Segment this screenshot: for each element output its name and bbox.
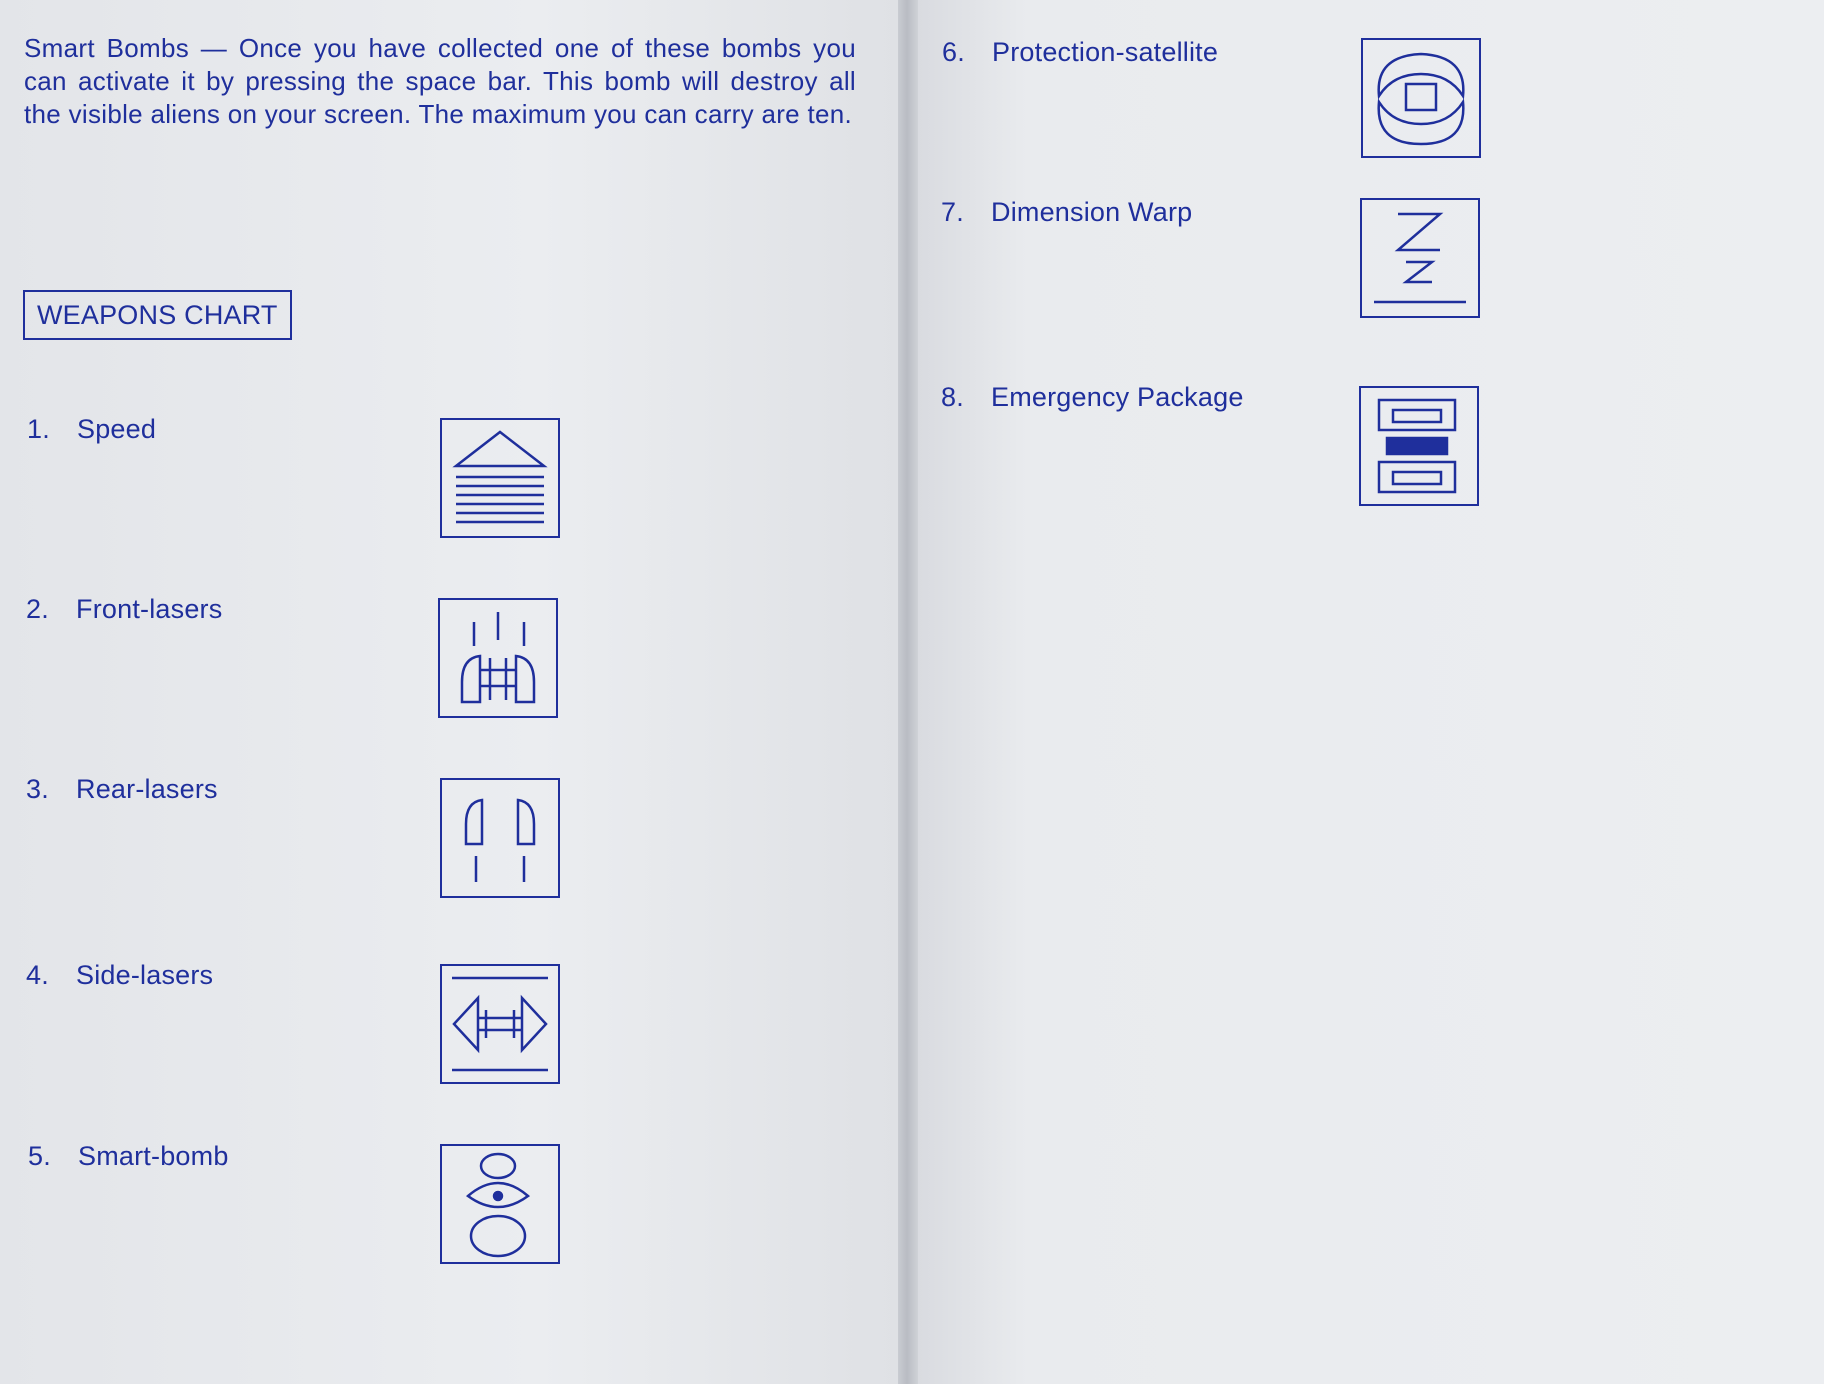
emergency-package-icon	[1359, 386, 1479, 506]
weapon-item-speed	[27, 413, 156, 445]
weapon-number: 3.	[26, 774, 49, 804]
weapon-item-dimension-warp	[941, 196, 1192, 228]
dimension-warp-icon	[1360, 198, 1480, 318]
weapon-item-protection-satellite	[942, 36, 1218, 68]
weapon-item-smart-bomb	[28, 1140, 229, 1172]
protection-satellite-icon	[1361, 38, 1481, 158]
front-lasers-icon	[438, 598, 558, 718]
side-lasers-icon	[440, 964, 560, 1084]
weapon-name: Speed	[77, 414, 157, 444]
weapon-item-front-lasers	[26, 593, 222, 625]
weapon-number: 1.	[27, 414, 50, 444]
weapon-name: Emergency Package	[991, 382, 1244, 412]
weapon-number: 6.	[942, 37, 965, 67]
left-page	[0, 0, 898, 1384]
smart-bomb-icon	[440, 1144, 560, 1264]
right-page	[918, 0, 1824, 1384]
weapon-name: Smart-bomb	[78, 1141, 229, 1171]
weapon-number: 2.	[26, 594, 49, 624]
book-gutter	[898, 0, 918, 1384]
weapon-name: Side-lasers	[76, 960, 214, 990]
weapons-chart-heading: WEAPONS CHART	[23, 290, 292, 340]
weapon-name: Front-lasers	[76, 594, 223, 624]
weapon-number: 7.	[941, 197, 964, 227]
weapon-item-side-lasers	[26, 959, 213, 991]
smart-bombs-paragraph: Smart Bombs — Once you have collected one of these bombs you can activate it by pressing the space bar. This bomb will destroy all the visible aliens on your screen. The maximum you can carry are ten.	[24, 33, 856, 129]
weapon-name: Rear-lasers	[76, 774, 218, 804]
weapon-number: 5.	[28, 1141, 51, 1171]
weapon-name: Dimension Warp	[991, 197, 1193, 227]
weapon-item-emergency-package	[941, 381, 1244, 413]
rear-lasers-icon	[440, 778, 560, 898]
speed-icon	[440, 418, 560, 538]
weapon-name: Protection-satellite	[992, 37, 1219, 67]
weapon-number: 4.	[26, 960, 49, 990]
weapon-number: 8.	[941, 382, 964, 412]
weapon-item-rear-lasers	[26, 773, 218, 805]
